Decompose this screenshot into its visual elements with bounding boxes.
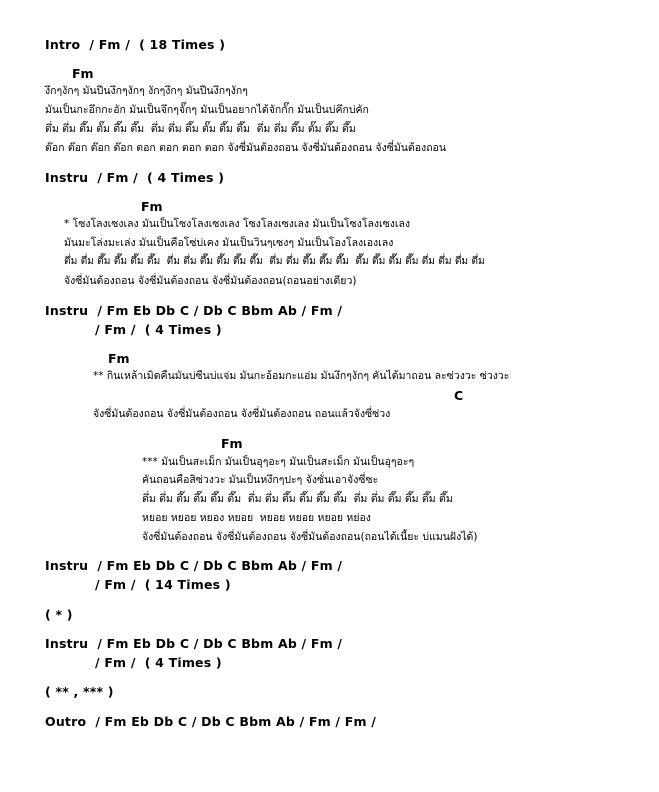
verse-a-line-3: ตึ่ม ตึ่ม ตึ๊ม ตึ๊ม ตึ๊ม ตึ๊ม ตึ่ม ตึ่ม ตึ๊ม ตึ๊ม ตึ๊ม ตึ๊ม ตึ่ม ตึ่ม ตึ๊ม ตึ๊ม ตึ๊ม ตึ๊ม ตึ๊ม ตึ๊ม ตึ๊ม ตึ่ม ตึ่ม ตึ่ม ตึ่ม	[64, 256, 485, 267]
intro-line-4: ต๊อก ต๊อก ต๊อก ต๊อก ตอก ตอก ตอก ตอก จังซี่มันต้องถอน จังซี่มันต้องถอน จังซี่มันต้องถอน	[45, 142, 447, 154]
instru-3-heading: Instru / Fm Eb Db C / Db C Bbm Ab / Fm /	[45, 558, 343, 573]
instru-4-heading: Instru / Fm Eb Db C / Db C Bbm Ab / Fm /	[45, 636, 343, 651]
verse-a-line-1: * โซงโลงเซงเลง มันเป็นโซงโลงเซงเลง โซงโลงเซงเลง มันเป็นโซงโลงเซงเลง	[64, 218, 411, 230]
instru-1-heading: Instru / Fm / ( 4 Times )	[45, 170, 225, 185]
intro-heading: Intro / Fm / ( 18 Times )	[45, 37, 226, 52]
outro-heading: Outro / Fm Eb Db C / Db C Bbm Ab / Fm / Fm /	[45, 714, 377, 729]
verse-c-line-5: จังซี่มันต้องถอน จังซี่มันต้องถอน จังซี่มันต้องถอน(ถอนได้เนี้ยะ บ่แมนฝังได้)	[142, 531, 478, 543]
intro-line-3: ตึ่ม ตึ่ม ตึ๊ม ตั๊ม ตึ๊ม ตึ๊ม ตึ่ม ตึ่ม ตึ๊ม ตั๊ม ตึ๊ม ตึ๊ม ตึ่ม ตึ่ม ตึ๊ม ตั๊ม ตึ๊ม ตึ๊ม	[45, 123, 356, 135]
intro-line-2: มันเป็นกะอึกกะอัก มันเป็นจึกๆจั๊กๆ มันเป็นอยากได้จักกั๊ก มันเป็นบ่คึกบ่คัก	[45, 104, 369, 116]
repeat-verse-a: ( * )	[45, 607, 73, 622]
verse-a-line-2: มันมะโล่งมะเล่ง มันเป็นคือโซ่บ่เคง มันเป็นวินๆเซงๆ มันเป็นโองโลงเองเลง	[64, 237, 394, 249]
verse-c-line-3: ตึ่ม ตึ่ม ตึ๊ม ตึ๊ม ตึ๊ม ตึ๊ม ตึ่ม ตึ่ม ตึ๊ม ตึ๊ม ตึ๊ม ตึ๊ม ตึ่ม ตึ่ม ตึ๊ม ตึ๊ม ตึ๊ม ตึ๊ม	[142, 493, 453, 505]
verse-b-chord: Fm	[108, 351, 130, 366]
verse-c-line-2: คันถอนคือสิซ่วงวะ มันเป็นหงึกๆปะๆ จังซั่นเอาจังซี่ซะ	[142, 474, 379, 486]
verse-a-chord: Fm	[141, 199, 163, 214]
verse-b-chord-2: C	[454, 388, 464, 403]
instru-2-line-2: / Fm / ( 4 Times )	[95, 322, 222, 337]
instru-2-heading: Instru / Fm Eb Db C / Db C Bbm Ab / Fm /	[45, 303, 343, 318]
verse-c-line-1: *** มันเป็นสะเม็ก มันเป็นอุๆอะๆ มันเป็นสะเม็ก มันเป็นอุๆอะๆ	[142, 456, 415, 468]
repeat-verse-b-c: ( ** , *** )	[45, 684, 114, 699]
intro-chord: Fm	[72, 66, 94, 81]
verse-a-line-4: จังซี่มันต้องถอน จังซี่มันต้องถอน จังซี่มันต้องถอน(ถอนอย่างเดียว)	[64, 275, 357, 287]
instru-3-line-2: / Fm / ( 14 Times )	[95, 577, 231, 592]
verse-b-line-1: ** กินเหล้าเมิดคืนมันบ่ซืนบ่แจ่ม มันกะอ้อมกะแอ่ม มันงึกๆงักๆ คันได้มาถอน ละซ่วงวะ ซ่วงวะ	[93, 370, 510, 382]
verse-b-line-2: จังซี่มันต้องถอน จังซี่มันต้องถอน จังซี่มันต้องถอน ถอนแล้วจังซี่ซ่วง	[93, 408, 391, 420]
instru-4-line-2: / Fm / ( 4 Times )	[95, 655, 222, 670]
verse-c-line-4: หยอย หยอย หยอง หยอย หยอย หยอย หยอย หย่อง	[142, 512, 371, 524]
verse-c-chord: Fm	[221, 436, 243, 451]
intro-line-1: งึกๆงักๆ มันปีนงึกๆงักๆ งักๆงึกๆ มันปีนงึกๆงักๆ	[45, 85, 248, 97]
